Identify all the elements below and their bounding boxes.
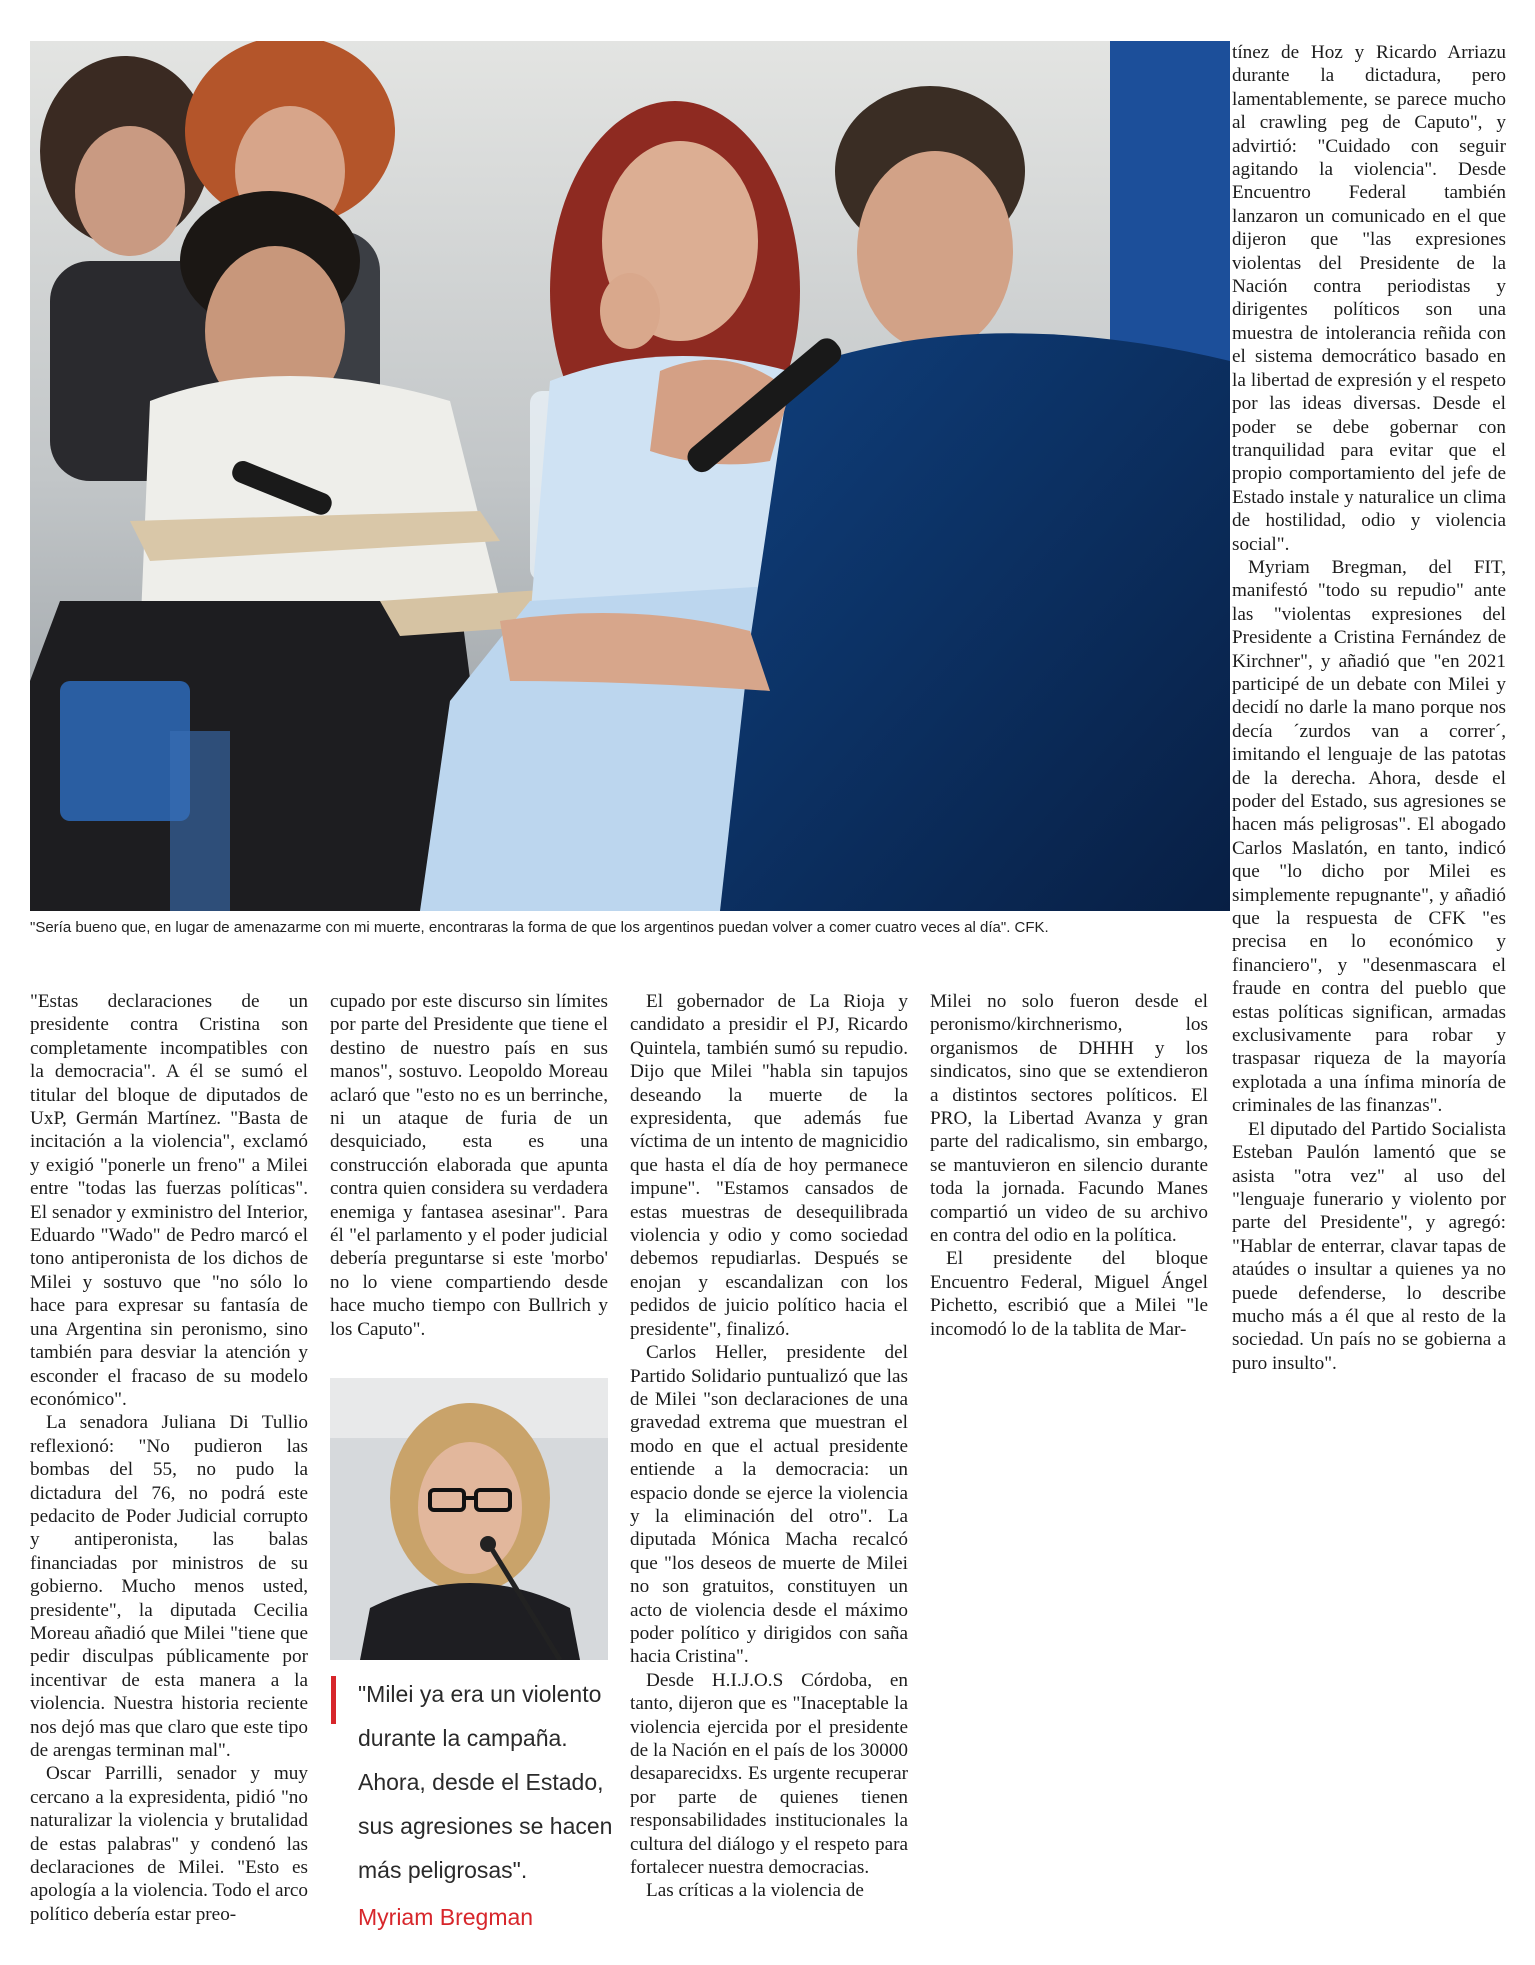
paragraph: Milei no solo fueron desde el peronismo/kirchnerismo, los organismos de DHHH y los sindicatos, sino que se extendieron a distintos sectores políticos. El PRO, la Libertad Avanza y gran parte del radicalismo, sin embargo, se mantuvieron en silencio durante toda la jornada. Facundo Manes compartió un video de su archivo en contra del odio en la política. bbox=[930, 991, 1208, 1247]
paragraph: "Estas declaraciones de un presidente contra Cristina son completamente incompatibles con la democracia". A él se sumó el titular del bloque de diputados de UxP, Germán Martínez. "Basta de incitación a la violencia", exclamó y exigió "ponerle un freno" a Milei entre "todas las fuerzas políticas". El senador y exministro del Interior, Eduardo "Wado" de Pedro marcó el tono antiperonista de los dichos de Milei y sostuvo que "no sólo lo hace para expresar su fantasía de una Argentina sin peronismo, sino también para desviar la atención y esconder el fracaso de su modelo económico". bbox=[30, 991, 308, 1410]
paragraph: Oscar Parrilli, senador y muy cercano a la expresidenta, pidió "no naturalizar la violencia y brutalidad de estas palabras" y condenó las declaraciones de Milei. "Esto es apología a la violencia. Todo el arco político debería estar preo- bbox=[30, 1763, 309, 1925]
article-column-1 bbox=[30, 990, 308, 1926]
paragraph: cupado por este discurso sin límites por parte del Presidente que tiene el destino de nuestro país en sus manos", sostuvo. Leopoldo Moreau aclaró que "esto no es un berrinche, ni un ataque de furia de un desquiciado, esta es una construcción elaborada que apunta contra quien considera su verdadera enemiga y fantasea asesinar". Para él "el parlamento y el poder judicial debería preguntarse si este 'morbo' no lo viene compartiendo desde hace mucho tiempo con Bullrich y los Caputo". bbox=[330, 991, 608, 1340]
pull-quote-text: "Milei ya era un violento durante la campaña. Ahora, desde el Estado, sus agresiones se hacen más peligrosas". bbox=[358, 1681, 613, 1883]
article-column-5 bbox=[1232, 41, 1506, 1375]
paragraph: El diputado del Partido Socialista Esteban Paulón lamentó que se asista "otra vez" al uso del "lenguaje funerario y violento por parte del Presidente", y agregó: "Hablar de enterrar, clavar tapas de ataúdes o insultar a quienes ya no puede defenderse, lo describe mucho más a él que al resto de la sociedad. Un país no se gobierna a puro insulto". bbox=[1232, 1118, 1506, 1374]
inset-photo bbox=[330, 1378, 608, 1660]
speaker-portrait-illustration bbox=[330, 1378, 608, 1660]
pull-quote-accent-bar bbox=[331, 1676, 336, 1724]
paragraph: Desde H.I.J.O.S Córdoba, en tanto, dijeron que es "Inaceptable la violencia ejercida por el presidente de la Nación en el país de los 30000 desaparecidxs. Es urgente recuperar por parte de quienes tienen responsabilidades institucionales la cultura del diálogo y el respeto para fortalecer nuestra democracias. bbox=[630, 1669, 908, 1879]
paragraph: Carlos Heller, presidente del Partido Solidario puntualizó que las de Milei "son declaraciones de una gravedad extrema que muestran el modo en que el actual presidente entiende a la democracia: un espacio donde se ejerce la violencia y la eliminación del otro". La diputada Mónica Macha recalcó que "los deseos de muerte de Milei no son gratuitos, constituyen un acto de violencia desde el máximo poder político y dirigidos con saña hacia Cristina". bbox=[630, 1342, 908, 1668]
paragraph: El presidente del bloque Encuentro Federal, Miguel Ángel Pichetto, escribió que a Milei "le incomodó lo de la tablita de Mar- bbox=[930, 1248, 1208, 1340]
photo-caption: "Sería bueno que, en lugar de amenazarme con mi muerte, encontraras la forma de que los argentinos puedan volver a comer cuatro veces al día". CFK. bbox=[30, 919, 1049, 936]
pull-quote-author: Myriam Bregman bbox=[358, 1904, 534, 1930]
article-column-4 bbox=[930, 990, 1208, 1341]
paragraph: La senadora Juliana Di Tullio reflexionó: "No pudieron las bombas del 55, no pudo la dictadura del 76, no podrá este pedacito de Poder Judicial corrupto y antiperonista, las balas financiadas por ministros de su gobierno. Mucho menos usted, presidente", la diputada Cecilia Moreau añadió que Milei "tiene que pedir disculpas públicamente por incentivar de esta manera a la violencia. Nuestra historia reciente nos dejó mas que claro que este tipo de arengas terminan mal". bbox=[30, 1412, 308, 1761]
article-column-2 bbox=[330, 990, 608, 1341]
paragraph: Las críticas a la violencia de bbox=[646, 1880, 864, 1902]
main-photo bbox=[30, 41, 1230, 911]
debate-scene-illustration bbox=[30, 41, 1230, 911]
article-column-3 bbox=[630, 990, 908, 1903]
paragraph: tínez de Hoz y Ricardo Arriazu durante la dictadura, pero lamentablemente, se parece mucho al crawling peg de Caputo", y advirtió: "Cuidado con seguir agitando la violencia". Desde Encuentro Federal también lanzaron un comunicado en el que dijeron que "las expresiones violentas del Presidente de la Nación contra periodistas y dirigentes políticos son una muestra de intolerancia reñida con el sistema democrático basado en la libertad de expresión y el respeto por las ideas diversas. Desde el poder se debe gobernar con tranquilidad para evitar que el propio comportamiento del jefe de Estado instale y naturalice un clima de hostilidad, odio y violencia social". bbox=[1232, 42, 1506, 555]
paragraph: El gobernador de La Rioja y candidato a presidir el PJ, Ricardo Quintela, también sumó su repudio. Dijo que Milei "habla sin tapujos deseando la muerte de la expresidenta, que además fue víctima de un intento de magnicidio que hasta el día de hoy permanece impune". "Estamos cansados de estas muestras de desequilibrada violencia y odio y como sociedad debemos repudiarlas. Después se enojan y escandalizan con los pedidos de juicio político hacia el presidente", finalizó. bbox=[630, 991, 908, 1340]
paragraph: Myriam Bregman, del FIT, manifestó "todo su repudio" ante las "violentas expresiones del Presidente a Cristina Fernández de Kirchner", y añadió que "en 2021 participé de un debate con Milei y decidí no darle la mano porque nos decía ´zurdos van a correr´, imitando el lenguaje de las patotas de la derecha. Ahora, desde el poder del Estado, sus agresiones se hacen más peligrosas". El abogado Carlos Maslatón, en tanto, indicó que "lo dicho por Milei es simplemente repugnante", y añadió que la respuesta de CFK "es precisa en lo económico y financiero", y "desenmascara el fraude en contra del pueblo que estas políticas significan, armadas exclusivamente para robar y traspasar riqueza de la mayoría explotada a una ínfima minoría de criminales de las finanzas". bbox=[1232, 556, 1506, 1117]
